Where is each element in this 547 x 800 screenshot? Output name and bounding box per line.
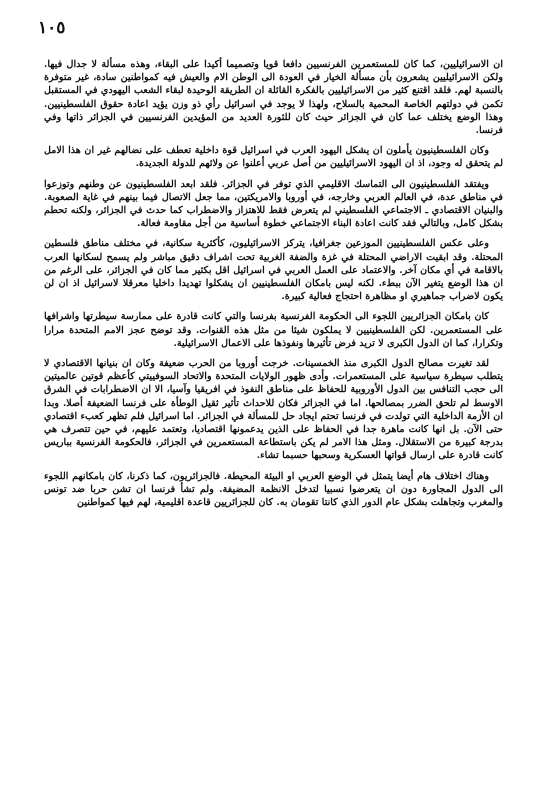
- body-text: [44, 58, 503, 509]
- paragraph: كان بامكان الجزائريين اللجوء الى الحكومة الفرنسية بفرنسا والتي كانت قادرة على ممارسة سيطرتها واشرافها على المستعمرين. لكن الفلسطينيين لا يملكون شيئا من مثل هذه القنوات. وقد توضح عجز الامم المتحدة مرارا وتكرارا، كما ان الدول الكبرى لا تريد فرض تأثيرها ونفوذها على الاعمال الاسرائيلية.: [44, 311, 503, 349]
- paragraph: لقد تغيرت مصالح الدول الكبرى منذ الخمسينات. خرجت أوروبا من الحرب ضعيفة وكان ان بنيانها الاقتصادي لا يتطلب سيطرة سياسية على المستعمرات. وأدى ظهور الولايات المتحدة والاتحاد السوفييتي كأعظم قوتين عالميتين الى حجب التنافس بين الدول الأوروبية للحفاظ على مناطق النفوذ في افريقيا وآسيا، الا ان الاضطرابات في الشرق الاوسط لم تلحق الضرر بمصالحها. اما في الجزائر فكان للاحداث تأثير ثقيل الوطأة على فرنسا الضعيفة أصلا. وبدا ان الأزمة الداخلية التي تولدت في فرنسا تحتم ايجاد حل للمسألة في الجزائر. اما اسرائيل فلم تظهر كعبء اقتصادي حتى الآن. بل انها كانت ماهرة جدا في الحفاظ على الذين يدعمونها اقتصاديا، وتعتمد عليهم، في حين تتصرف هي بدرجة كبيرة من الاستقلال. ومثل هذا الامر لم يكن باستطاعة المستعمرين في الجزائر، فالحكومة الفرنسية بباريس كانت قادرة على ارسال قواتها العسكرية وسحبها حسبما تشاء.: [44, 358, 503, 462]
- paragraph: وعلى عكس الفلسطينيين الموزعين جغرافيا، يتركز الاسرائيليون، كأكثرية سكانية، في مختلف مناطق فلسطين المحتلة. وقد ابقيت الاراضي المحتلة في غزة والضفة الغربية تحت اشراف دقيق مباشر ولم يسمح لسكانها العرب بالاقامة في أي مكان آخر. والاعتماد على العمل العربي في اسرائيل اقل بكثير مما كان في الجزائر، على الرغم من ان هذا الوضع يتغير الآن ببطء. لكنه ليس بامكان الفلسطينيين ان يشكلوا تهديدا داخليا معرقلا لاسرائيل اذ ان لن يكون لاضراب جماهيري او مظاهرة احتجاج فعالية كبيرة.: [44, 238, 503, 303]
- paragraph: وكان الفلسطينيون يأملون ان يشكل اليهود العرب في اسرائيل قوة داخلية تعطف على نضالهم غير ان هذا الامل لم يتحقق له وجود، اذ ان اليهود الاسرائيليين من أصل عربي أعلنوا عن ولائهم للدولة الجديدة.: [44, 145, 503, 170]
- paragraph: وهناك اختلاف هام أيضا يتمثل في الوضع العربي او البيئة المحيطة. فالجزائريون، كما ذكرنا، كان بامكانهم اللجوء الى الدول المجاورة دون ان يتعرضوا نسبيا لتدخل الانظمة المضيفة. ولم تشأ فرنسا ان تشن حربا ضد تونس والمغرب وتجاهلت بشكل عام الدور الذي كانتا تقومان به. كان للجزائريين قاعدة اقليمية، لهم فيها كمواطنين: [44, 470, 503, 509]
- paragraph: ويفتقد الفلسطينيون الى التماسك الاقليمي الذي توفر في الجزائر. فلقد ابعد الفلسطينيون عن وطنهم وتوزعوا في مناطق عدة، في العالم العربي وخارجه، في أوروبا والامريكتين، مما جعل الاتصال فيما بينهم في غاية الصعوبة. والبنيان الاقتصادي ـ الاجتماعي الفلسطيني لم يتعرض فقط للاهتزاز والاضطراب كما حدث في الجزائر، ولكنه تحطم بشكل كامل، وبالتالي فقد كانت اعادة البناء الاجتماعي خطوة أساسية من أجل مقاومة فعالة.: [44, 178, 503, 230]
- page-number: ١٠٥: [38, 18, 66, 38]
- paragraph: ان الاسرائيليين، كما كان للمستعمرين الفرنسيين دافعا قويا وتصميما أكيدا على البقاء، وهذه مسألة لا جدال فيها. ولكن الاسرائيليين يشعرون بأن مسألة الخيار في العودة الى الوطن الام والعيش فيه كمواطنين سادة، غير متوفرة بالنسبة لهم. فلقد اقتنع كثير من الاسرائيليين بالفكرة القائلة ان الطريقة الوحيدة لبقاء الشعب اليهودي في المستقبل تكمن في دولتهم الخاصة المحمية بالسلاح، ولهذا لا يوجد في اسرائيل رأي ذو وزن يؤيد اعادة حقوق الفلسطينيين. وهذا الوضع يختلف عما كان في الجزائر حيث كان للثورة العديد من المؤيدين الفرنسيين في الجزائر ذاتها وفي فرنسا.: [44, 59, 503, 137]
